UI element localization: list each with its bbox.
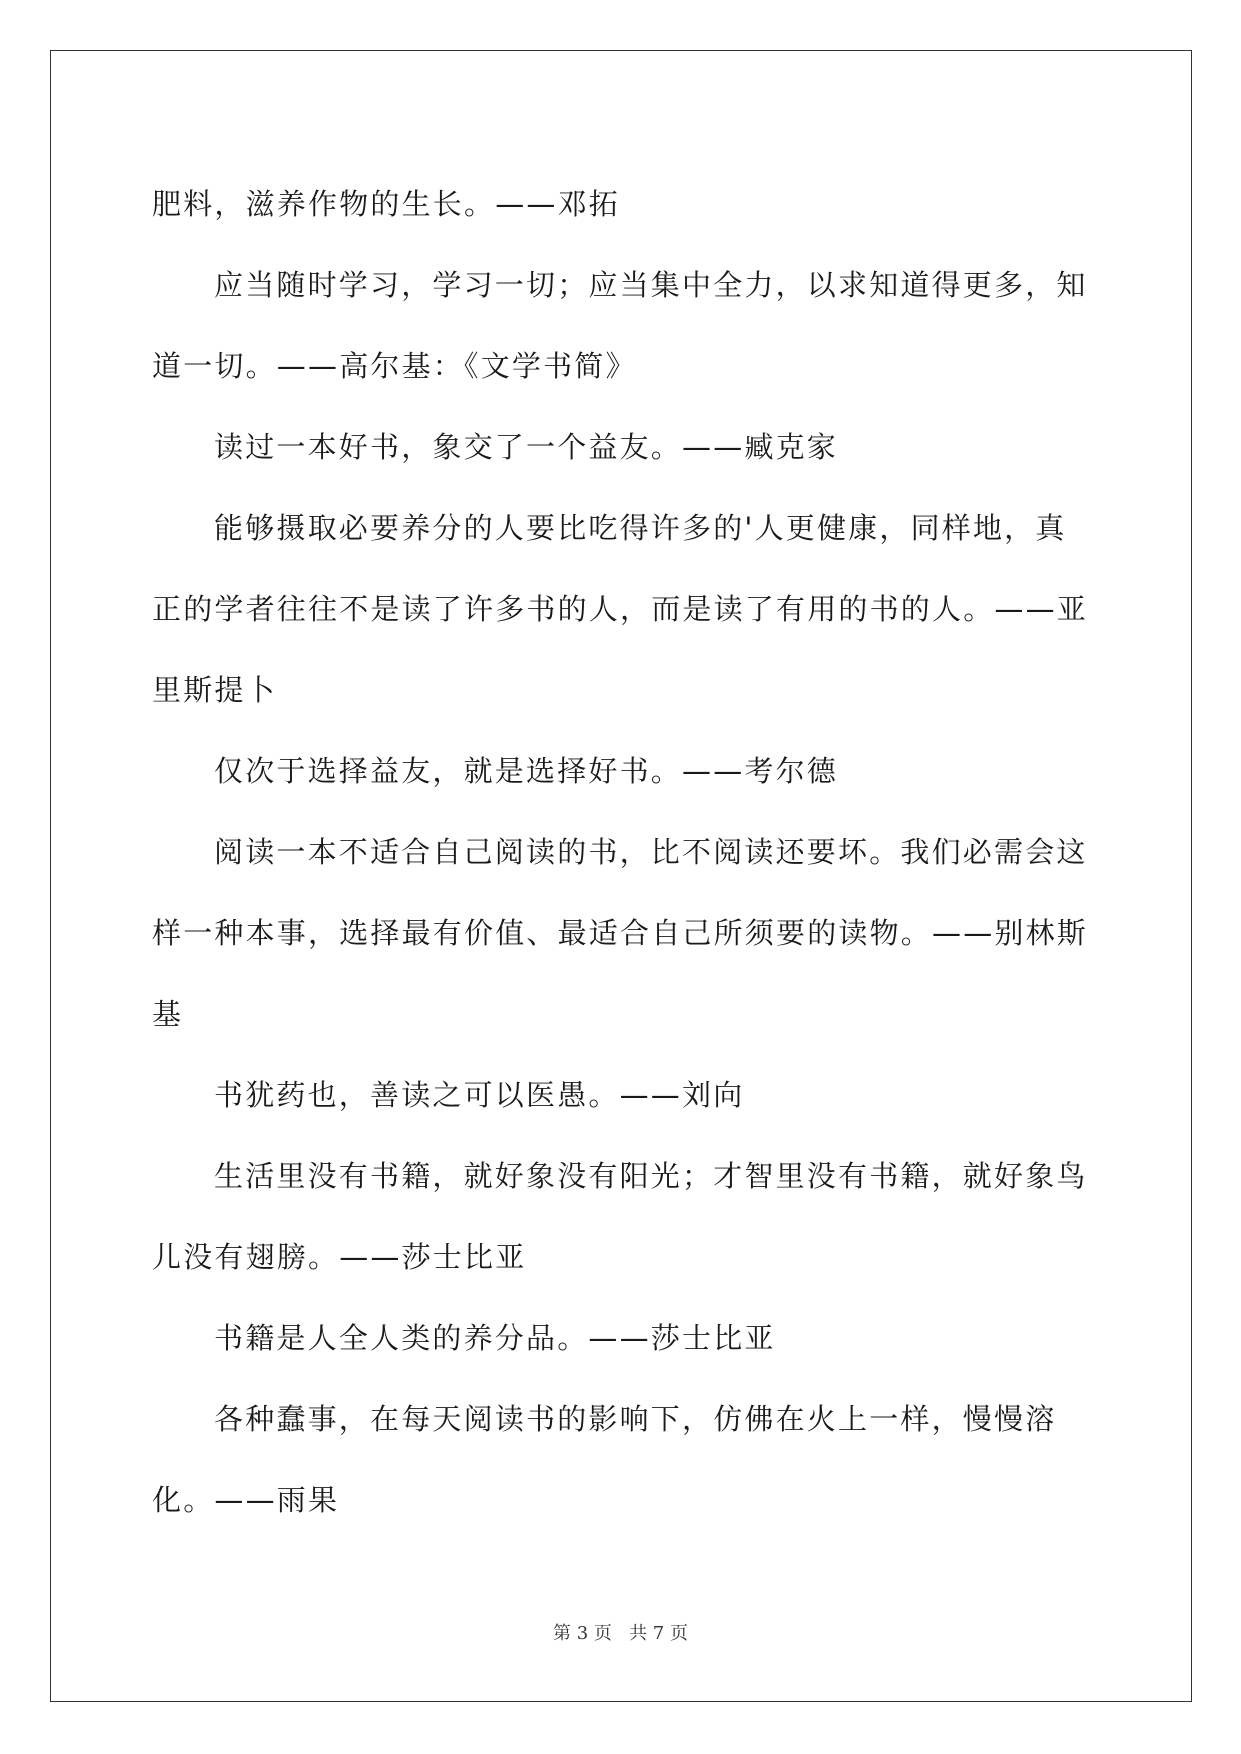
paragraph: 仅次于选择益友，就是选择好书。——考尔德 (214, 754, 839, 788)
page-footer (0, 1619, 1241, 1645)
paragraph: 肥料，滋养作物的生长。——邓拓 (152, 187, 621, 221)
paragraph: 应当随时学习，学习一切；应当集中全力，以求知道得更多，知道一切。——高尔基：《文学书简》 (152, 268, 1088, 383)
paragraph: 书犹药也，善读之可以医愚。——刘向 (214, 1078, 745, 1112)
page-total: 共 7 页 (629, 1623, 688, 1644)
paragraph: 阅读一本不适合自己阅读的书，比不阅读还要坏。我们必需会这样一种本事，选择最有价值、最适合自己所须要的读物。——别林斯基 (152, 835, 1089, 1031)
paragraph: 各种蠢事，在每天阅读书的影响下，仿佛在火上一样，慢慢溶化。——雨果 (152, 1402, 1057, 1517)
paragraph: 生活里没有书籍，就好象没有阳光；才智里没有书籍，就好象鸟儿没有翅膀。——莎士比亚 (152, 1159, 1088, 1274)
paragraph: 读过一本好书，象交了一个益友。——臧克家 (214, 430, 839, 464)
paragraph: 书籍是人全人类的养分品。——莎士比亚 (214, 1321, 776, 1355)
paragraph: 能够摄取必要养分的人要比吃得许多的'人更健康，同样地，真正的学者往往不是读了许多书的人，而是读了有用的书的人。——亚里斯提卜 (152, 511, 1089, 707)
page-number: 第 3 页 (553, 1623, 612, 1644)
document-body (152, 164, 1092, 1541)
